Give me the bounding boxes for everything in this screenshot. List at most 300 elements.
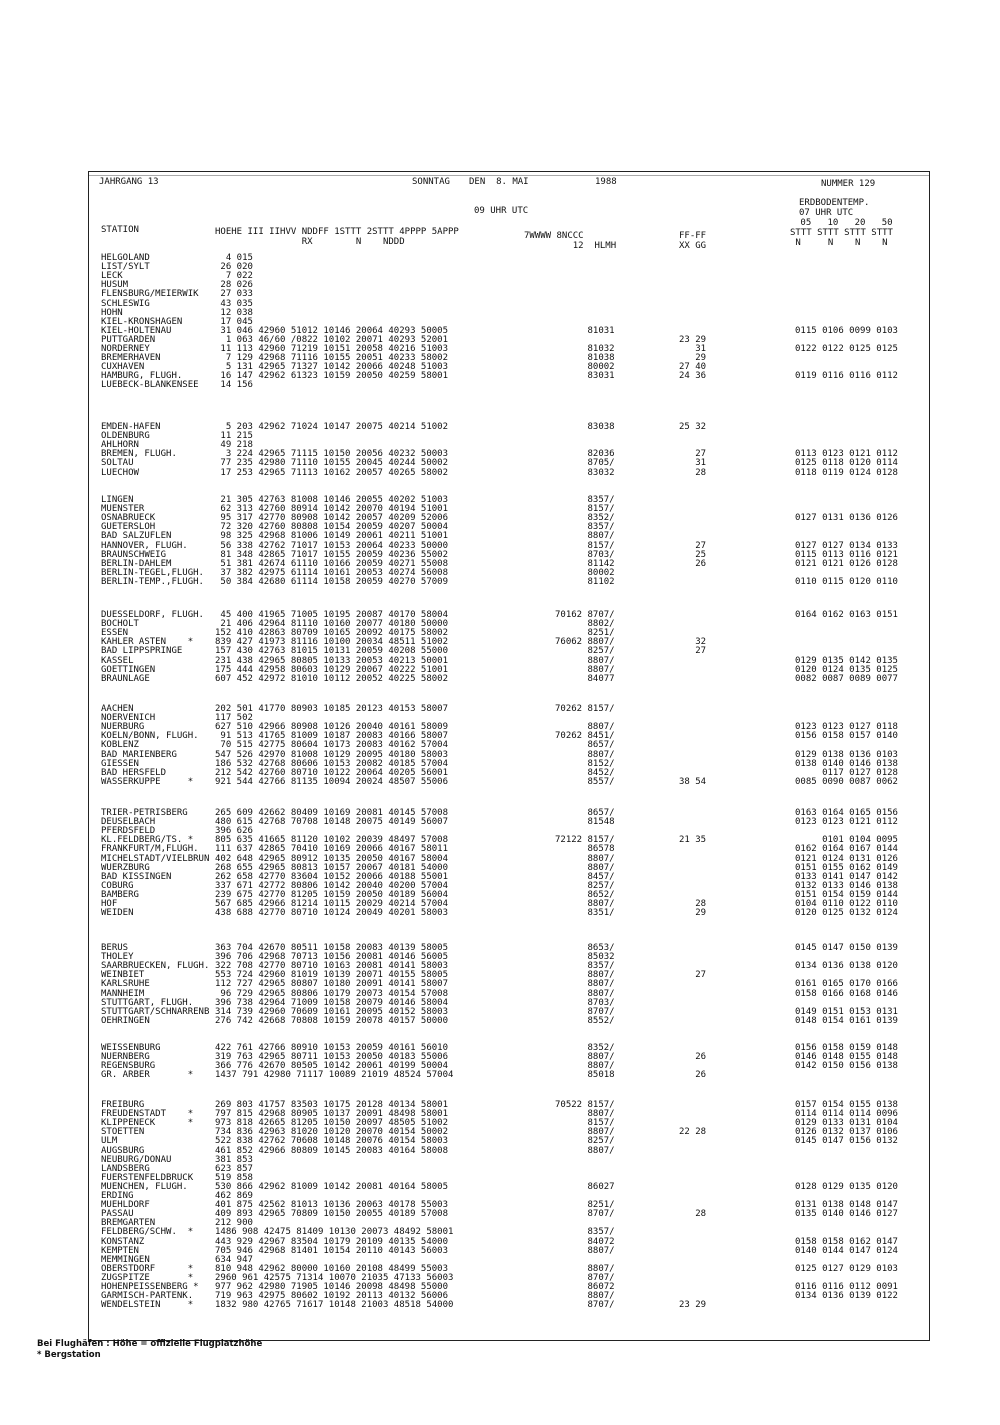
station-name: ESSEN bbox=[101, 628, 129, 639]
station-name: OSNABRUECK bbox=[101, 513, 156, 524]
weather-groups: 8807/ bbox=[555, 655, 615, 666]
station-name: LINGEN bbox=[101, 495, 134, 505]
soil-temps: 0116 0116 0112 0091 bbox=[795, 1282, 898, 1292]
station-name: GUETERSLOH bbox=[101, 522, 156, 533]
station-name: DUESSELDORF, FLUGH. bbox=[101, 610, 204, 620]
station-observation: 705 946 42968 81401 10154 20110 40143 56003 bbox=[215, 1245, 448, 1256]
weather-groups: 85018 bbox=[555, 1070, 615, 1081]
soil-temps: 0131 0138 0148 0147 bbox=[795, 1200, 898, 1211]
station-observation: 7 129 42968 71116 10155 20051 40233 58002 bbox=[215, 353, 448, 364]
wind-gusts: 28 bbox=[679, 899, 707, 909]
wind-gusts: 23 29 bbox=[679, 334, 707, 345]
station-name: SOLTAU bbox=[101, 458, 134, 469]
station-observation: 402 648 42965 80912 10135 20050 40167 58004 bbox=[215, 853, 448, 864]
station-name: ERDING bbox=[101, 1191, 134, 1201]
soil-temps: 0123 0123 0121 0112 bbox=[795, 817, 898, 828]
station-name: CUXHAVEN bbox=[101, 362, 145, 373]
station-observation: 438 688 42770 80710 10124 20049 40201 58003 bbox=[215, 908, 448, 919]
footnote-mountain: * Bergstation bbox=[37, 1350, 101, 1360]
station-name: GARMISCH-PARTENK. bbox=[101, 1291, 194, 1302]
weather-groups: 70162 8707/ bbox=[555, 610, 615, 620]
station-observation: 51 381 42674 61110 10166 20059 40271 55008 bbox=[215, 558, 448, 569]
weather-groups: 80002 bbox=[555, 362, 615, 373]
weather-groups: 81548 bbox=[555, 817, 615, 828]
soil-temps: 0156 0158 0159 0148 bbox=[795, 1043, 898, 1053]
station-observation: 977 962 42980 71905 10146 20098 48498 55000 bbox=[215, 1282, 448, 1292]
wind-gusts: 26 bbox=[679, 1070, 707, 1081]
station-name: BRAUNLAGE bbox=[101, 673, 150, 684]
station-observation: 839 427 41973 81116 10100 20034 48511 51002 bbox=[215, 637, 448, 648]
weather-groups: 82036 bbox=[555, 449, 615, 460]
station-name: AACHEN bbox=[101, 704, 134, 714]
station-observation: 157 430 42763 81015 10131 20059 40208 55000 bbox=[215, 646, 448, 657]
station-name: BAD HERSFELD bbox=[101, 767, 167, 778]
weather-groups: 83031 bbox=[555, 371, 615, 382]
station-observation: 175 444 42958 80603 10129 20067 40222 51001 bbox=[215, 664, 448, 675]
wind-gusts: 31 bbox=[679, 344, 707, 354]
top-rule bbox=[89, 175, 929, 176]
station-name: WENDELSTEIN * bbox=[101, 1300, 194, 1311]
soil-temps: 0115 0113 0116 0121 bbox=[795, 549, 898, 560]
weather-groups: 8807/ bbox=[555, 1145, 615, 1156]
station-observation: 56 338 42762 71017 10153 20064 40233 50000 bbox=[215, 540, 448, 551]
soil-temps: 0158 0158 0162 0147 bbox=[795, 1236, 898, 1247]
station-name: PASSAU bbox=[101, 1209, 134, 1220]
soil-temps: 0125 0127 0129 0103 bbox=[795, 1263, 898, 1274]
station-name: REGENSBURG bbox=[101, 1061, 156, 1072]
station-name: KIEL-KRONSHAGEN bbox=[101, 316, 183, 327]
station-name: BERLIN-TEMP.,FLUGH. bbox=[101, 576, 204, 587]
station-observation: 1 063 46/60 /0822 10102 20071 40293 52001 bbox=[215, 334, 448, 345]
station-name: FLENSBURG/MEIERWIK bbox=[101, 289, 199, 300]
station-observation: 921 544 42766 81135 10094 20024 48507 55006 bbox=[215, 776, 448, 787]
station-name: OEHRINGEN bbox=[101, 1015, 150, 1026]
station-observation: 805 635 41665 81120 10102 20039 48497 57008 bbox=[215, 835, 448, 846]
station-observation: 43 035 bbox=[215, 298, 253, 309]
weather-groups: 8457/ bbox=[555, 871, 615, 882]
station-observation: 567 685 42966 81214 10115 20029 40214 57004 bbox=[215, 899, 448, 909]
weather-groups: 8807/ bbox=[555, 853, 615, 864]
station-name: TRIER-PETRISBERG bbox=[101, 808, 188, 818]
station-observation: 91 513 41765 81009 10187 20083 40166 58007 bbox=[215, 731, 448, 742]
weather-groups: 8707/ bbox=[555, 1209, 615, 1220]
station-observation: 607 452 42972 81010 10112 20052 40225 58002 bbox=[215, 673, 448, 684]
soil-temps: 0123 0123 0127 0118 bbox=[795, 722, 898, 733]
station-observation: 268 655 42965 80813 10157 20067 40181 54000 bbox=[215, 862, 448, 873]
station-name: BREMERHAVEN bbox=[101, 353, 161, 364]
station-observation: 21 305 42763 81008 10146 20055 40202 51003 bbox=[215, 495, 448, 505]
soil-temps: 0120 0125 0132 0124 bbox=[795, 908, 898, 919]
station-name: ZUGSPITZE * bbox=[101, 1272, 194, 1283]
station-name: HUSUM bbox=[101, 280, 129, 291]
wind-gusts: 25 32 bbox=[679, 422, 707, 432]
station-name: AUGSBURG bbox=[101, 1145, 145, 1156]
station-name: EMDEN-HAFEN bbox=[101, 422, 161, 432]
station-observation: 212 900 bbox=[215, 1218, 253, 1229]
weather-groups: 8357/ bbox=[555, 522, 615, 533]
weather-groups: 70262 8157/ bbox=[555, 704, 615, 714]
weather-groups: 8807/ bbox=[555, 664, 615, 675]
station-name: LIST/SYLT bbox=[101, 262, 150, 273]
station-name: KONSTANZ bbox=[101, 1236, 145, 1247]
soil-temps: 0127 0127 0134 0133 bbox=[795, 540, 898, 551]
wind-subheader: XX GG bbox=[679, 241, 707, 251]
weather-groups: 8251/ bbox=[555, 1200, 615, 1211]
weather-groups: 83038 bbox=[555, 422, 615, 432]
station-observation: 810 948 42962 80000 10160 20108 48499 55003 bbox=[215, 1263, 448, 1274]
station-name: BERLIN-DAHLEM bbox=[101, 558, 172, 569]
wind-gusts: 32 bbox=[679, 637, 707, 648]
station-observation: 363 704 42670 80511 10158 20083 40139 58005 bbox=[215, 943, 448, 953]
weather-groups: 8357/ bbox=[555, 961, 615, 972]
station-name: PUTTGARDEN bbox=[101, 334, 156, 345]
soil-col-codes: STTT STTT STTT STTT bbox=[790, 228, 893, 238]
soil-temp-time: 07 UHR UTC bbox=[799, 208, 854, 218]
station-observation: 547 526 42970 81008 10129 20095 40180 58003 bbox=[215, 749, 448, 760]
station-observation: 17 253 42965 71113 10162 20057 40265 58002 bbox=[215, 467, 448, 478]
station-observation: 265 609 42662 80409 10169 20081 40145 57008 bbox=[215, 808, 448, 818]
soil-temps: 0118 0119 0124 0128 bbox=[795, 467, 898, 478]
station-name: HAMBURG, FLUGH. bbox=[101, 371, 183, 382]
soil-temps: 0133 0141 0147 0142 bbox=[795, 871, 898, 882]
soil-temps: 0113 0123 0121 0112 bbox=[795, 449, 898, 460]
station-observation: 152 410 42863 80709 10165 20092 40175 58002 bbox=[215, 628, 448, 639]
station-name: BRAUNSCHWEIG bbox=[101, 549, 167, 560]
station-observation: 239 675 42770 81205 10159 20050 40189 56004 bbox=[215, 889, 448, 900]
soil-temps: 0146 0148 0155 0148 bbox=[795, 1052, 898, 1063]
station-name: HOF bbox=[101, 899, 118, 909]
soil-temps: 0129 0138 0136 0103 bbox=[795, 749, 898, 760]
station-name: HOHENPEISSENBERG * bbox=[101, 1282, 199, 1292]
station-observation: 797 815 42968 80905 10137 20091 48498 58001 bbox=[215, 1109, 448, 1120]
soil-temps: 0162 0164 0167 0144 bbox=[795, 844, 898, 855]
footnote-airports: Bei Flughäfen : Höhe = offizielle Flugplatzhöhe bbox=[37, 1339, 263, 1349]
station-observation: 396 626 bbox=[215, 826, 253, 837]
station-observation: 31 046 42960 51012 10146 20064 40293 50005 bbox=[215, 325, 448, 336]
wind-gusts: 27 bbox=[679, 646, 707, 657]
station-name: KIEL-HOLTENAU bbox=[101, 325, 172, 336]
weather-groups: 8807/ bbox=[555, 1127, 615, 1138]
soil-temp-title: ERDBODENTEMP. bbox=[799, 198, 870, 208]
wind-gusts: 28 bbox=[679, 1209, 707, 1220]
station-name: WASSERKUPPE * bbox=[101, 776, 194, 787]
station-observation: 522 838 42762 70608 10148 20076 40154 58003 bbox=[215, 1136, 448, 1147]
station-observation: 5 203 42962 71024 10147 20075 40214 51002 bbox=[215, 422, 448, 432]
station-name: BAMBERG bbox=[101, 889, 139, 900]
station-name: KOBLENZ bbox=[101, 740, 139, 751]
weather-groups: 81038 bbox=[555, 353, 615, 364]
weather-groups: 81102 bbox=[555, 576, 615, 587]
soil-temps: 0114 0114 0114 0096 bbox=[795, 1109, 898, 1120]
wind-header: FF-FF bbox=[679, 231, 707, 241]
weather-groups: 8807/ bbox=[555, 1052, 615, 1063]
station-observation: 96 729 42965 80806 10179 20073 40154 57008 bbox=[215, 988, 448, 999]
soil-temps: 0157 0154 0155 0138 bbox=[795, 1100, 898, 1110]
jahrgang: JAHRGANG 13 bbox=[99, 177, 159, 187]
soil-temps: 0129 0133 0131 0104 bbox=[795, 1118, 898, 1129]
station-name: WEISSENBURG bbox=[101, 1043, 161, 1053]
weather-groups: 8257/ bbox=[555, 1136, 615, 1147]
station-name: KASSEL bbox=[101, 655, 134, 666]
station-name: MUENSTER bbox=[101, 504, 145, 515]
weather-groups: 8807/ bbox=[555, 1263, 615, 1274]
wind-gusts: 29 bbox=[679, 908, 707, 919]
station-observation: 276 742 42668 70808 10159 20078 40157 50000 bbox=[215, 1015, 448, 1026]
weather-groups: 8807/ bbox=[555, 1109, 615, 1120]
station-name: OLDENBURG bbox=[101, 431, 150, 442]
station-name: COBURG bbox=[101, 880, 134, 891]
station-observation: 1437 791 42980 71117 10089 21019 48524 57004 bbox=[215, 1070, 454, 1081]
issue-number: NUMMER 129 bbox=[821, 179, 876, 189]
station-observation: 623 857 bbox=[215, 1163, 253, 1174]
soil-temps: 0117 0127 0128 bbox=[795, 767, 898, 778]
weather-groups: 72122 8157/ bbox=[555, 835, 615, 846]
station-observation: 212 542 42760 80710 10122 20064 40205 56001 bbox=[215, 767, 448, 778]
weather-groups: 8807/ bbox=[555, 979, 615, 990]
station-observation: 111 637 42865 70410 10169 20066 40167 58011 bbox=[215, 844, 448, 855]
station-observation: 3 224 42965 71115 10150 20056 40232 50003 bbox=[215, 449, 448, 460]
station-name: NUERNBERG bbox=[101, 1052, 150, 1063]
station-observation: 17 045 bbox=[215, 316, 253, 327]
station-name: FREIBURG bbox=[101, 1100, 145, 1110]
wind-gusts: 27 bbox=[679, 540, 707, 551]
weather-groups: 86027 bbox=[555, 1181, 615, 1192]
weather-groups: 8257/ bbox=[555, 880, 615, 891]
station-observation: 117 502 bbox=[215, 713, 253, 724]
station-observation: 262 658 42770 83604 10152 20066 40188 55001 bbox=[215, 871, 448, 882]
station-name: FREUDENSTADT * bbox=[101, 1109, 194, 1120]
weather-groups: 8452/ bbox=[555, 767, 615, 778]
date: DEN 8. MAI bbox=[469, 177, 529, 187]
soil-temps: 0104 0110 0122 0110 bbox=[795, 899, 898, 909]
soil-temps: 0126 0132 0137 0106 bbox=[795, 1127, 898, 1138]
station-observation: 186 532 42768 80606 10153 20082 40185 57004 bbox=[215, 758, 448, 769]
station-name: STOETTEN bbox=[101, 1127, 145, 1138]
station-observation: 461 852 42966 80809 10145 20083 40164 58008 bbox=[215, 1145, 448, 1156]
soil-temps: 0127 0131 0136 0126 bbox=[795, 513, 898, 524]
station-name: KAHLER ASTEN * bbox=[101, 637, 194, 648]
weather-groups: 8357/ bbox=[555, 495, 615, 505]
station-header: STATION bbox=[101, 225, 139, 235]
station-observation: 28 026 bbox=[215, 280, 253, 291]
station-name: BERUS bbox=[101, 943, 129, 953]
soil-temps: 0082 0087 0089 0077 bbox=[795, 673, 898, 684]
weather-groups: 8807/ bbox=[555, 1291, 615, 1302]
weekday: SONNTAG bbox=[412, 177, 450, 187]
soil-temps: 0163 0164 0165 0156 bbox=[795, 808, 898, 818]
station-name: MANNHEIM bbox=[101, 988, 145, 999]
station-name: BAD MARIENBERG bbox=[101, 749, 177, 760]
weather-groups: 8707/ bbox=[555, 1006, 615, 1017]
weather-groups: 8652/ bbox=[555, 889, 615, 900]
station-name: LANDSBERG bbox=[101, 1163, 150, 1174]
soil-depths: 05 10 20 50 bbox=[795, 218, 893, 228]
station-observation: 401 875 42562 81013 10136 20063 40178 55003 bbox=[215, 1200, 448, 1211]
soil-temps: 0119 0116 0116 0112 bbox=[795, 371, 898, 382]
weather-groups: 8707/ bbox=[555, 1300, 615, 1311]
station-name: GOETTINGEN bbox=[101, 664, 156, 675]
soil-temps: 0161 0165 0170 0166 bbox=[795, 979, 898, 990]
station-observation: 11 215 bbox=[215, 431, 253, 442]
station-name: HELGOLAND bbox=[101, 253, 150, 263]
weather-groups: 86072 bbox=[555, 1282, 615, 1292]
weather-groups: 8653/ bbox=[555, 943, 615, 953]
station-observation: 314 739 42960 70609 10161 20095 40152 58003 bbox=[215, 1006, 448, 1017]
wind-gusts: 27 bbox=[679, 970, 707, 981]
weather-groups: 8807/ bbox=[555, 722, 615, 733]
station-observation: 45 400 41965 71005 10195 20087 40170 58004 bbox=[215, 610, 448, 620]
wind-gusts: 28 bbox=[679, 467, 707, 478]
weather-groups: 8557/ bbox=[555, 776, 615, 787]
station-observation: 2960 961 42575 71314 10070 21035 47133 56003 bbox=[215, 1272, 454, 1283]
weather-groups: 8251/ bbox=[555, 628, 615, 639]
soil-temps: 0142 0150 0156 0138 bbox=[795, 1061, 898, 1072]
soil-temps: 0135 0140 0146 0127 bbox=[795, 1209, 898, 1220]
station-observation: 322 708 42770 80710 10163 20081 40141 58003 bbox=[215, 961, 448, 972]
weather-groups: 8157/ bbox=[555, 504, 615, 515]
station-observation: 7 022 bbox=[215, 271, 253, 282]
station-observation: 443 929 42967 83504 10179 20109 40135 54000 bbox=[215, 1236, 448, 1247]
station-name: BREMGARTEN bbox=[101, 1218, 156, 1229]
station-observation: 269 803 41757 83503 10175 20128 40134 58001 bbox=[215, 1100, 448, 1110]
station-observation: 112 727 42965 80807 10180 20091 40141 58007 bbox=[215, 979, 448, 990]
weather-header: 7WWWW 8NCCC bbox=[524, 231, 584, 241]
main-header: HOEHE III IIHVV NDDFF 1STTT 2STTT 4PPPP 5APPP bbox=[215, 227, 459, 237]
soil-temps: 0125 0118 0120 0114 bbox=[795, 458, 898, 469]
station-observation: 12 038 bbox=[215, 307, 253, 318]
station-observation: 1486 908 42475 81409 10130 20073 48492 58001 bbox=[215, 1227, 454, 1238]
wind-gusts: 31 bbox=[679, 458, 707, 469]
weather-groups: 8352/ bbox=[555, 1043, 615, 1053]
soil-temps: 0122 0122 0125 0125 bbox=[795, 344, 898, 354]
station-name: KARLSRUHE bbox=[101, 979, 150, 990]
station-observation: 409 893 42965 70809 10150 20055 40189 57008 bbox=[215, 1209, 448, 1220]
station-name: DEUSELBACH bbox=[101, 817, 156, 828]
station-name: NEUBURG/DONAU bbox=[101, 1154, 172, 1165]
weather-groups: 8657/ bbox=[555, 808, 615, 818]
soil-col-sub: N N N N bbox=[790, 238, 888, 248]
weather-groups: 8807/ bbox=[555, 1061, 615, 1072]
station-observation: 366 776 42670 80505 10142 20061 40199 50004 bbox=[215, 1061, 448, 1072]
station-name: OBERSTDORF * bbox=[101, 1263, 194, 1274]
station-name: NUERBURG bbox=[101, 722, 145, 733]
station-observation: 973 818 42665 81205 10150 20097 48505 51002 bbox=[215, 1118, 448, 1129]
soil-temps: 0115 0106 0099 0103 bbox=[795, 325, 898, 336]
station-name: NOERVENICH bbox=[101, 713, 156, 724]
station-observation: 319 763 42965 80711 10153 20050 40183 55006 bbox=[215, 1052, 448, 1063]
weather-groups: 8807/ bbox=[555, 970, 615, 981]
station-observation: 77 235 42980 71110 10155 20045 40244 50002 bbox=[215, 458, 448, 469]
station-name: BERLIN-TEGEL,FLUGH. bbox=[101, 567, 204, 578]
station-name: HANNOVER, FLUGH. bbox=[101, 540, 188, 551]
station-name: KL.FELDBERG/TS. * bbox=[101, 835, 194, 846]
soil-temps: 0121 0124 0131 0126 bbox=[795, 853, 898, 864]
station-name: HOHN bbox=[101, 307, 123, 318]
weather-groups: 8705/ bbox=[555, 458, 615, 469]
station-observation: 719 963 42975 80602 10192 20113 40132 56006 bbox=[215, 1291, 448, 1302]
station-name: STUTTGART, FLUGH. bbox=[101, 997, 194, 1008]
station-observation: 98 325 42968 81006 10149 20061 40211 51001 bbox=[215, 531, 448, 542]
station-observation: 202 501 41770 80903 10185 20123 40153 58007 bbox=[215, 704, 448, 714]
station-observation: 422 761 42766 80910 10153 20059 40161 56010 bbox=[215, 1043, 448, 1053]
soil-temps: 0140 0144 0147 0124 bbox=[795, 1245, 898, 1256]
weather-groups: 8703/ bbox=[555, 997, 615, 1008]
weather-groups: 8807/ bbox=[555, 531, 615, 542]
wind-gusts: 29 bbox=[679, 353, 707, 364]
weather-groups: 84072 bbox=[555, 1236, 615, 1247]
soil-temps: 0158 0166 0168 0146 bbox=[795, 988, 898, 999]
observation-time: 09 UHR UTC bbox=[474, 206, 529, 216]
station-name: PFERDSFELD bbox=[101, 826, 156, 837]
weather-groups: 85032 bbox=[555, 952, 615, 963]
soil-temps: 0101 0104 0095 bbox=[795, 835, 898, 846]
wind-gusts: 23 29 bbox=[679, 1300, 707, 1311]
station-observation: 530 866 42962 81009 10142 20081 40164 58005 bbox=[215, 1181, 448, 1192]
soil-temps: 0145 0147 0150 0139 bbox=[795, 943, 898, 953]
station-observation: 72 320 42760 80808 10154 20059 40207 50004 bbox=[215, 522, 448, 533]
soil-temps: 0129 0135 0142 0135 bbox=[795, 655, 898, 666]
station-name: STUTTGART/SCHNARRENB bbox=[101, 1006, 210, 1017]
weather-groups: 81031 bbox=[555, 325, 615, 336]
station-name: WEINBIET bbox=[101, 970, 145, 981]
station-observation: 337 671 42772 80806 10142 20040 40200 57004 bbox=[215, 880, 448, 891]
station-name: WUERZBURG bbox=[101, 862, 150, 873]
station-name: THOLEY bbox=[101, 952, 134, 963]
main-subheader: RX N NDDD bbox=[215, 237, 405, 247]
weather-groups: 8807/ bbox=[555, 862, 615, 873]
soil-temps: 0164 0162 0163 0151 bbox=[795, 610, 898, 620]
station-name: FELDBERG/SCHW. * bbox=[101, 1227, 194, 1238]
station-name: LUEBECK-BLANKENSEE bbox=[101, 380, 199, 391]
station-name: BAD LIPPSPRINGE bbox=[101, 646, 183, 657]
station-name: BOCHOLT bbox=[101, 619, 139, 630]
report-sheet bbox=[88, 171, 930, 1341]
wind-gusts: 27 bbox=[679, 449, 707, 460]
soil-temps: 0110 0115 0120 0110 bbox=[795, 576, 898, 587]
wind-gusts: 25 bbox=[679, 549, 707, 560]
station-name: FUERSTENFELDBRUCK bbox=[101, 1172, 194, 1183]
wind-gusts: 38 54 bbox=[679, 776, 707, 787]
station-name: FRANKFURT/M,FLUGH. bbox=[101, 844, 199, 855]
station-observation: 49 218 bbox=[215, 440, 253, 451]
weather-groups: 83032 bbox=[555, 467, 615, 478]
weather-groups: 8552/ bbox=[555, 1015, 615, 1026]
soil-temps: 0128 0129 0135 0120 bbox=[795, 1181, 898, 1192]
station-name: KEMPTEN bbox=[101, 1245, 139, 1256]
weather-groups: 8807/ bbox=[555, 1245, 615, 1256]
weather-groups: 8807/ bbox=[555, 899, 615, 909]
weather-groups: 8152/ bbox=[555, 758, 615, 769]
soil-temps: 0132 0133 0146 0138 bbox=[795, 880, 898, 891]
station-observation: 95 317 42770 80908 10142 20057 40209 52006 bbox=[215, 513, 448, 524]
station-observation: 70 515 42775 80604 10173 20083 40162 57004 bbox=[215, 740, 448, 751]
wind-gusts: 21 35 bbox=[679, 835, 707, 846]
weather-groups: 84077 bbox=[555, 673, 615, 684]
station-observation: 462 869 bbox=[215, 1191, 253, 1201]
wind-gusts: 24 36 bbox=[679, 371, 707, 382]
station-name: KOELN/BONN, FLUGH. bbox=[101, 731, 199, 742]
station-observation: 27 033 bbox=[215, 289, 253, 300]
station-name: SAARBRUECKEN, FLUGH. bbox=[101, 961, 210, 972]
weather-groups: 8352/ bbox=[555, 513, 615, 524]
station-observation: 519 858 bbox=[215, 1172, 253, 1183]
weather-groups: 81142 bbox=[555, 558, 615, 569]
station-observation: 14 156 bbox=[215, 380, 253, 391]
weather-groups: 8157/ bbox=[555, 540, 615, 551]
station-observation: 37 382 42975 61114 10161 20053 40274 56008 bbox=[215, 567, 448, 578]
wind-gusts: 26 bbox=[679, 558, 707, 569]
station-observation: 480 615 42768 70708 10148 20075 40149 56007 bbox=[215, 817, 448, 828]
